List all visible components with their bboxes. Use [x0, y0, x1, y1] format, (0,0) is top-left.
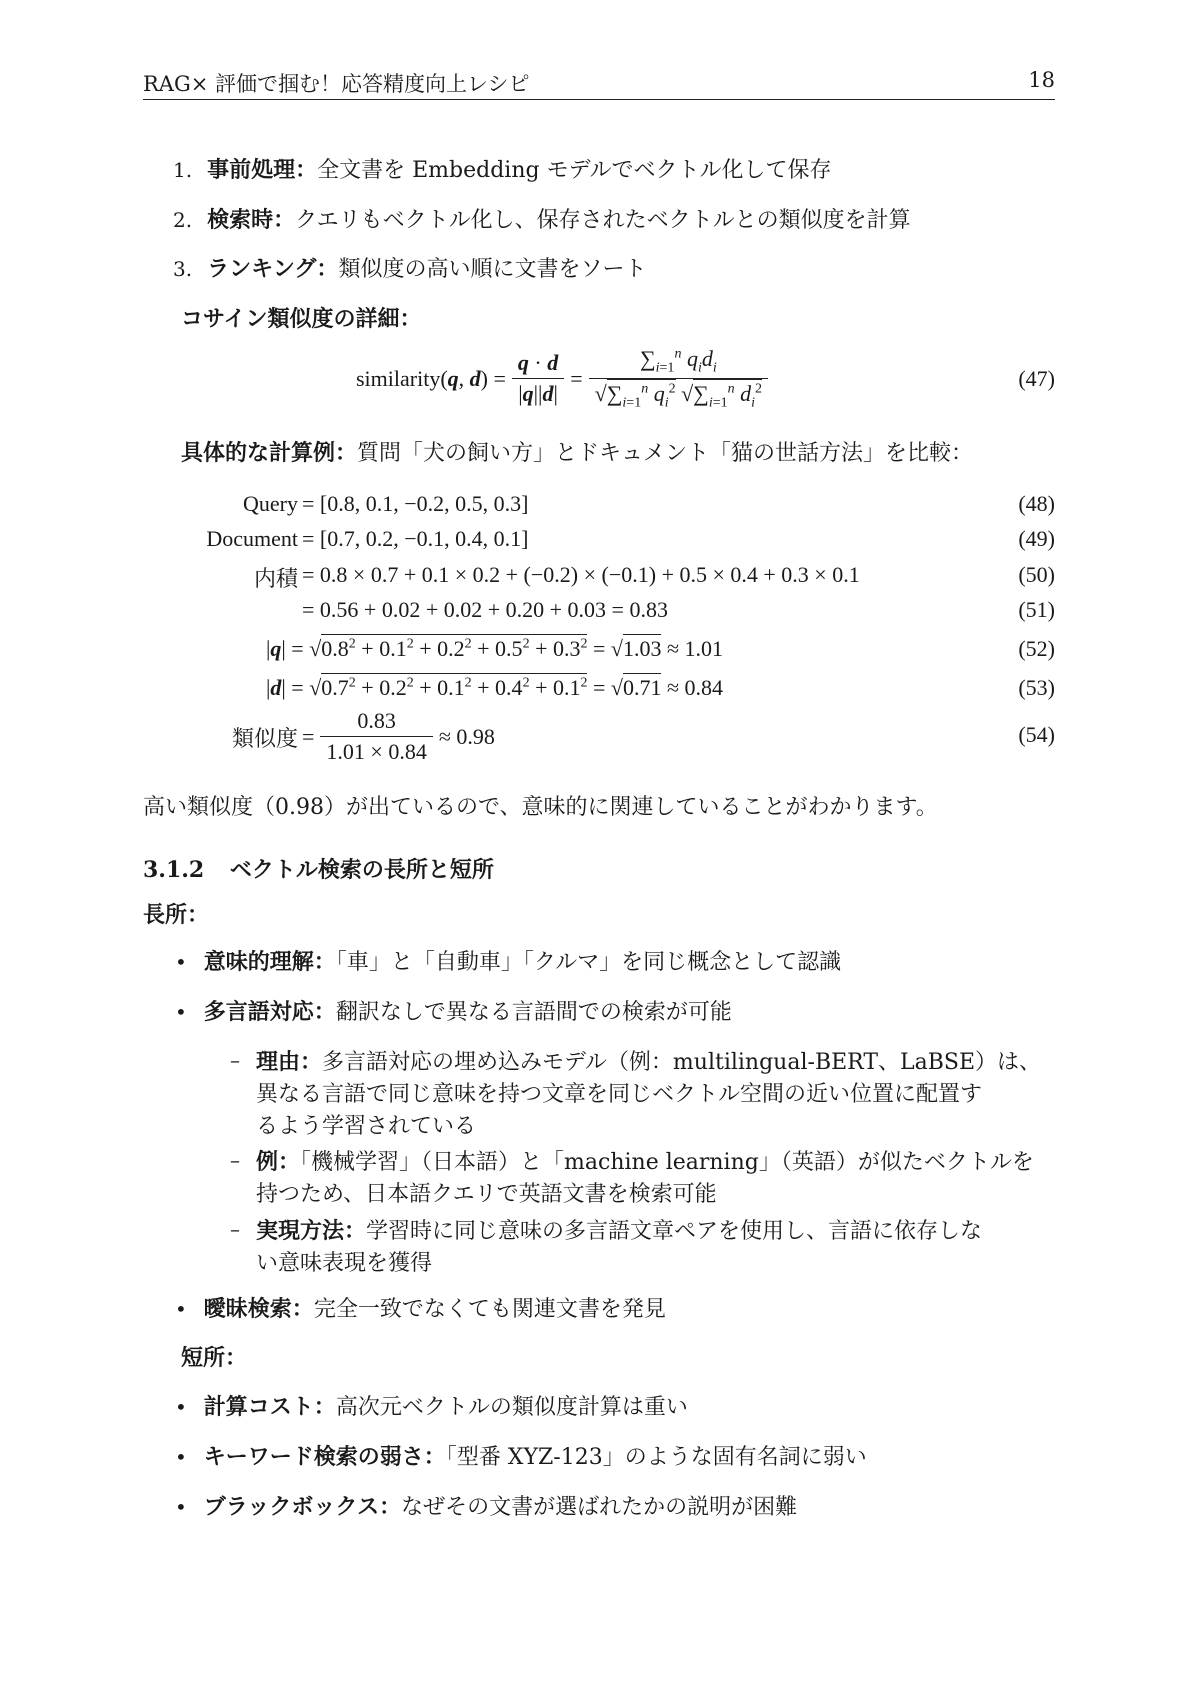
sub-item-text: 多言語対応の埋め込みモデル（例：multilingual-BERT、LaBSE）は、	[322, 1050, 1042, 1075]
bullet-icon: •	[175, 1445, 187, 1469]
step-number: 1.	[173, 158, 193, 182]
cons-text: 高次元ベクトルの類似度計算は重い	[335, 1395, 688, 1420]
bullet-icon: •	[175, 1000, 187, 1024]
section-heading	[143, 853, 494, 884]
pros-text: 「車」と「自動車」「クルマ」を同じ概念として認識	[335, 950, 842, 975]
pros-text: 完全一致でなくても関連文書を発見	[313, 1297, 666, 1322]
pros-heading: 長所：	[143, 902, 210, 928]
cons-text: 「型番 XYZ-123」のような固有名詞に弱い	[445, 1445, 867, 1470]
header-rule	[143, 99, 1055, 100]
cons-item	[175, 1490, 797, 1521]
sub-item-label: 実現方法：	[256, 1218, 367, 1244]
pros-item	[175, 1292, 666, 1323]
eq-rhs-document: = [0.7, 0.2, −0.1, 0.4, 0.1]	[302, 526, 529, 551]
sub-item-text: 「機械学習」（日本語）と「machine learning」（英語）が似たベクトルを	[300, 1150, 1034, 1175]
example-label: 具体的な計算例：	[181, 440, 358, 466]
step-number: 2.	[173, 208, 193, 232]
cons-label: 計算コスト：	[203, 1394, 336, 1420]
step-label: 検索時：	[207, 207, 296, 233]
step-text: 全文書を Embedding モデルでベクトル化して保存	[317, 158, 832, 183]
bullet-icon: •	[175, 950, 187, 974]
equation-number-49: (49)	[1018, 526, 1055, 551]
sub-item-line	[256, 1045, 1041, 1076]
pros-label: 意味的理解：	[203, 949, 336, 975]
section-title: ベクトル検索の長所と短所	[229, 857, 494, 883]
sub-item-line	[256, 1145, 1034, 1176]
step-2	[173, 203, 911, 234]
dash-icon: –	[230, 1217, 240, 1241]
step-text: 類似度の高い順に文書をソート	[338, 257, 647, 282]
equation-47: similarity(q, d) = $\frac{q \cdot d}{|q||d|}$ = $\frac{\sum_{i=1}^n q_id_i}{√\sum_{i=1}^n q_i^2 √\sum_{i=1}^n d_i^2}$	[356, 346, 774, 412]
pros-item	[175, 995, 732, 1026]
dash-icon: –	[230, 1048, 240, 1072]
step-label: ランキング：	[207, 256, 339, 282]
cons-label: キーワード検索の弱さ：	[203, 1444, 446, 1470]
equation-number-47: (47)	[1018, 366, 1055, 391]
sub-item-line: るよう学習されている	[256, 1114, 477, 1139]
equation-number-53: (53)	[1018, 675, 1055, 700]
step-number: 3.	[173, 257, 193, 281]
eq-norm-d: $|d| = √0.7^2 + 0.2^2 + 0.1^2 + 0.4^2 + 0.1^2 = √0.71 \approx 0.84$	[266, 675, 724, 700]
dash-icon: –	[230, 1148, 240, 1172]
section-number: 3.1.2	[143, 857, 205, 883]
cons-label: ブラックボックス：	[203, 1494, 402, 1520]
sub-item-label: 理由：	[256, 1049, 323, 1075]
equation-number-52: (52)	[1018, 636, 1055, 661]
sub-item-line: い意味表現を獲得	[256, 1251, 433, 1276]
sub-item-line: 異なる言語で同じ意味を持つ文章を同じベクトル空間の近い位置に配置す	[256, 1082, 983, 1107]
cosine-heading: コサイン類似度の詳細：	[181, 306, 422, 332]
step-3	[173, 252, 646, 283]
example-text: 質問「犬の飼い方」とドキュメント「猫の世話方法」を比較：	[357, 441, 974, 466]
cons-heading: 短所：	[181, 1345, 248, 1371]
bullet-icon: •	[175, 1297, 187, 1321]
equation-number-54: (54)	[1018, 722, 1055, 747]
eq-rhs-query: = [0.8, 0.1, −0.2, 0.5, 0.3]	[302, 491, 529, 516]
bullet-icon: •	[175, 1395, 187, 1419]
bullet-icon: •	[175, 1495, 187, 1519]
cons-item	[175, 1440, 867, 1471]
example-intro	[181, 436, 973, 467]
pros-item	[175, 945, 841, 976]
cons-item	[175, 1390, 688, 1421]
pros-text: 翻訳なしで異なる言語間での検索が可能	[335, 1000, 732, 1025]
sub-item-text: 学習時に同じ意味の多言語文章ペアを使用し、言語に依存しな	[366, 1219, 983, 1244]
eq-lhs-inner: 内積	[253, 566, 298, 591]
sub-item-line	[256, 1214, 982, 1245]
eq-rhs-similarity: = $\frac{0.83}{1.01 \times 0.84}$ ≈ 0.98	[302, 708, 495, 764]
running-header: RAG× 評価で掴む！応答精度向上レシピ	[143, 72, 530, 96]
pros-label: 多言語対応：	[203, 999, 336, 1025]
step-text: クエリもベクトル化し、保存されたベクトルとの類似度を計算	[295, 208, 911, 233]
page-number: 18	[1028, 68, 1055, 92]
eq-lhs-query: Query	[243, 491, 298, 516]
cons-text: なぜその文書が選ばれたかの説明が困難	[401, 1495, 798, 1520]
equation-number-51: (51)	[1018, 597, 1055, 622]
eq-lhs-similarity: 類似度	[231, 726, 298, 751]
eq-rhs-inner: = 0.8 × 0.7 + 0.1 × 0.2 + (−0.2) × (−0.1) + 0.5 × 0.4 + 0.3 × 0.1	[302, 562, 860, 587]
equation-number-48: (48)	[1018, 491, 1055, 516]
step-label: 事前処理：	[207, 157, 318, 183]
eq-rhs-inner-sum: = 0.56 + 0.02 + 0.02 + 0.20 + 0.03 = 0.83	[302, 597, 668, 622]
eq-norm-q: $|q| = √0.8^2 + 0.1^2 + 0.2^2 + 0.5^2 + 0.3^2 = √1.03 \approx 1.01$	[266, 636, 724, 661]
eq-lhs-document: Document	[206, 526, 298, 551]
sub-item-label: 例：	[256, 1149, 301, 1175]
conclusion-text: 高い類似度（0.98）が出ているので、意味的に関連していることがわかります。	[143, 795, 938, 820]
sub-item-line: 持つため、日本語クエリで英語文書を検索可能	[256, 1182, 717, 1207]
step-1	[173, 153, 831, 184]
equation-number-50: (50)	[1018, 562, 1055, 587]
pros-label: 曖昧検索：	[203, 1296, 314, 1322]
